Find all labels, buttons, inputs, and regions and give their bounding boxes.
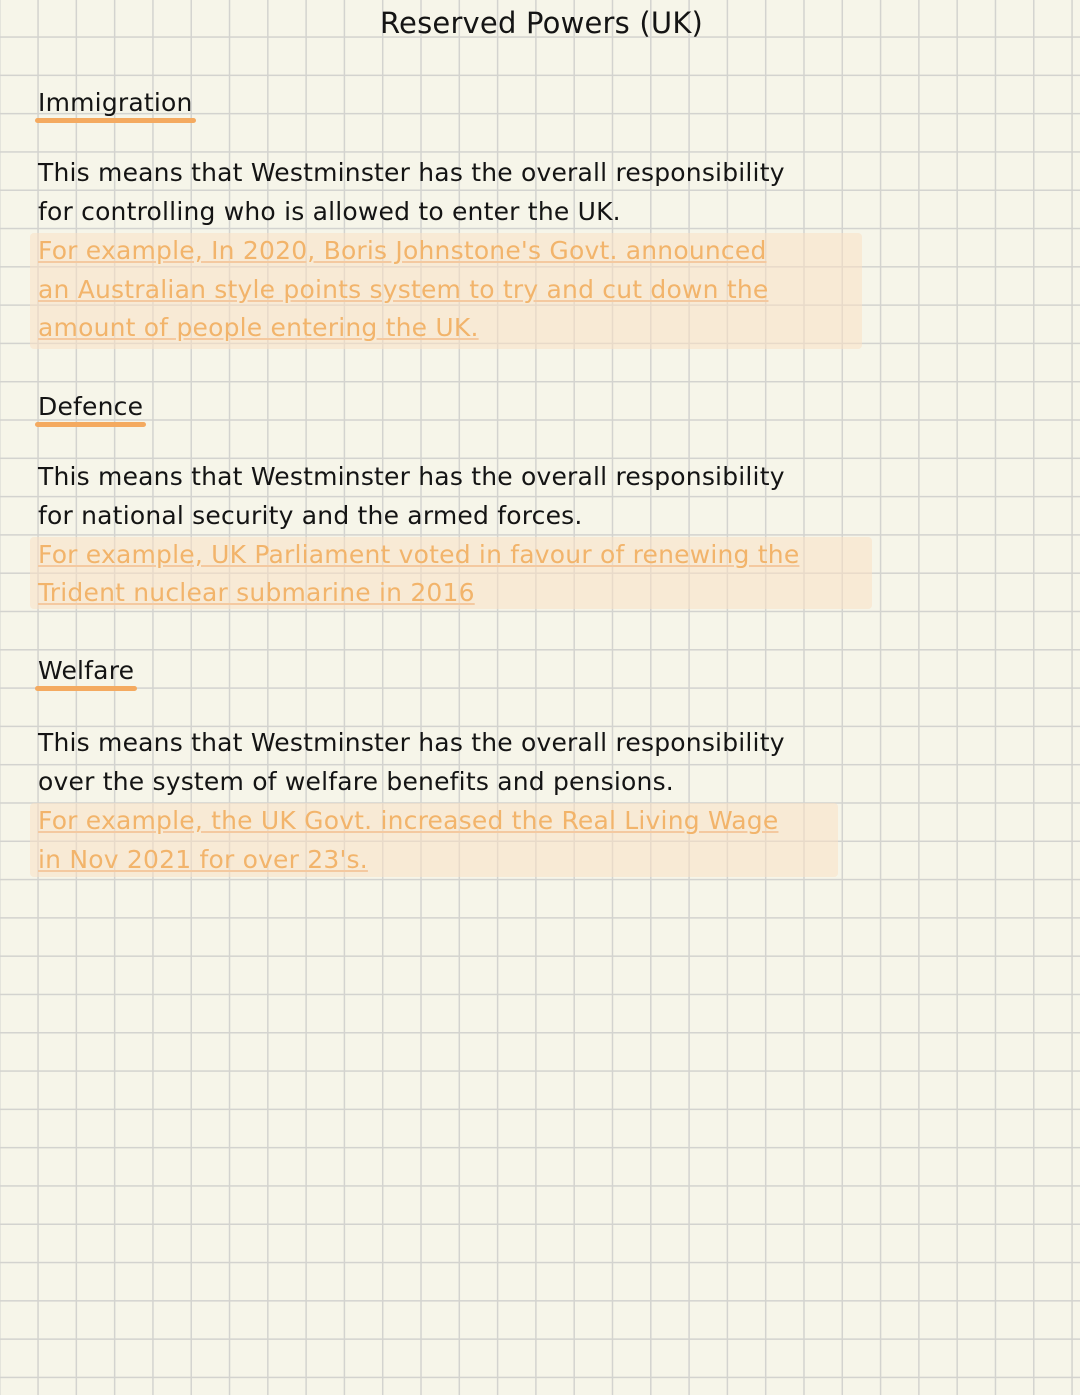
- heading-underline: [35, 118, 196, 123]
- body-line: This means that Westminster has the overall responsibility: [38, 462, 785, 491]
- example-line: For example, the UK Govt. increased the Real Living Wage: [38, 806, 779, 835]
- body-line: This means that Westminster has the overall responsibility: [38, 728, 785, 757]
- example-line: For example, In 2020, Boris Johnstone's Govt. announced: [38, 236, 767, 265]
- body-line: over the system of welfare benefits and pensions.: [38, 767, 674, 796]
- body-line: for controlling who is allowed to enter the UK.: [38, 197, 621, 226]
- page-title: Reserved Powers (UK): [380, 6, 704, 40]
- example-line: For example, UK Parliament voted in favour of renewing the: [38, 540, 800, 569]
- heading-text: Welfare: [38, 656, 135, 685]
- section-heading-welfare: [38, 656, 134, 685]
- section-heading-defence: [38, 392, 143, 421]
- example-line: amount of people entering the UK.: [38, 313, 479, 342]
- example-line: an Australian style points system to try and cut down the: [38, 275, 769, 304]
- section-heading-immigration: [38, 88, 193, 117]
- body-line: for national security and the armed forces.: [38, 501, 583, 530]
- example-line: Trident nuclear submarine in 2016: [38, 578, 475, 607]
- example-line: in Nov 2021 for over 23's.: [38, 845, 368, 874]
- heading-underline: [35, 422, 146, 427]
- heading-text: Immigration: [38, 88, 193, 117]
- heading-underline: [35, 686, 137, 691]
- heading-text: Defence: [38, 392, 144, 421]
- body-line: This means that Westminster has the overall responsibility: [38, 158, 785, 187]
